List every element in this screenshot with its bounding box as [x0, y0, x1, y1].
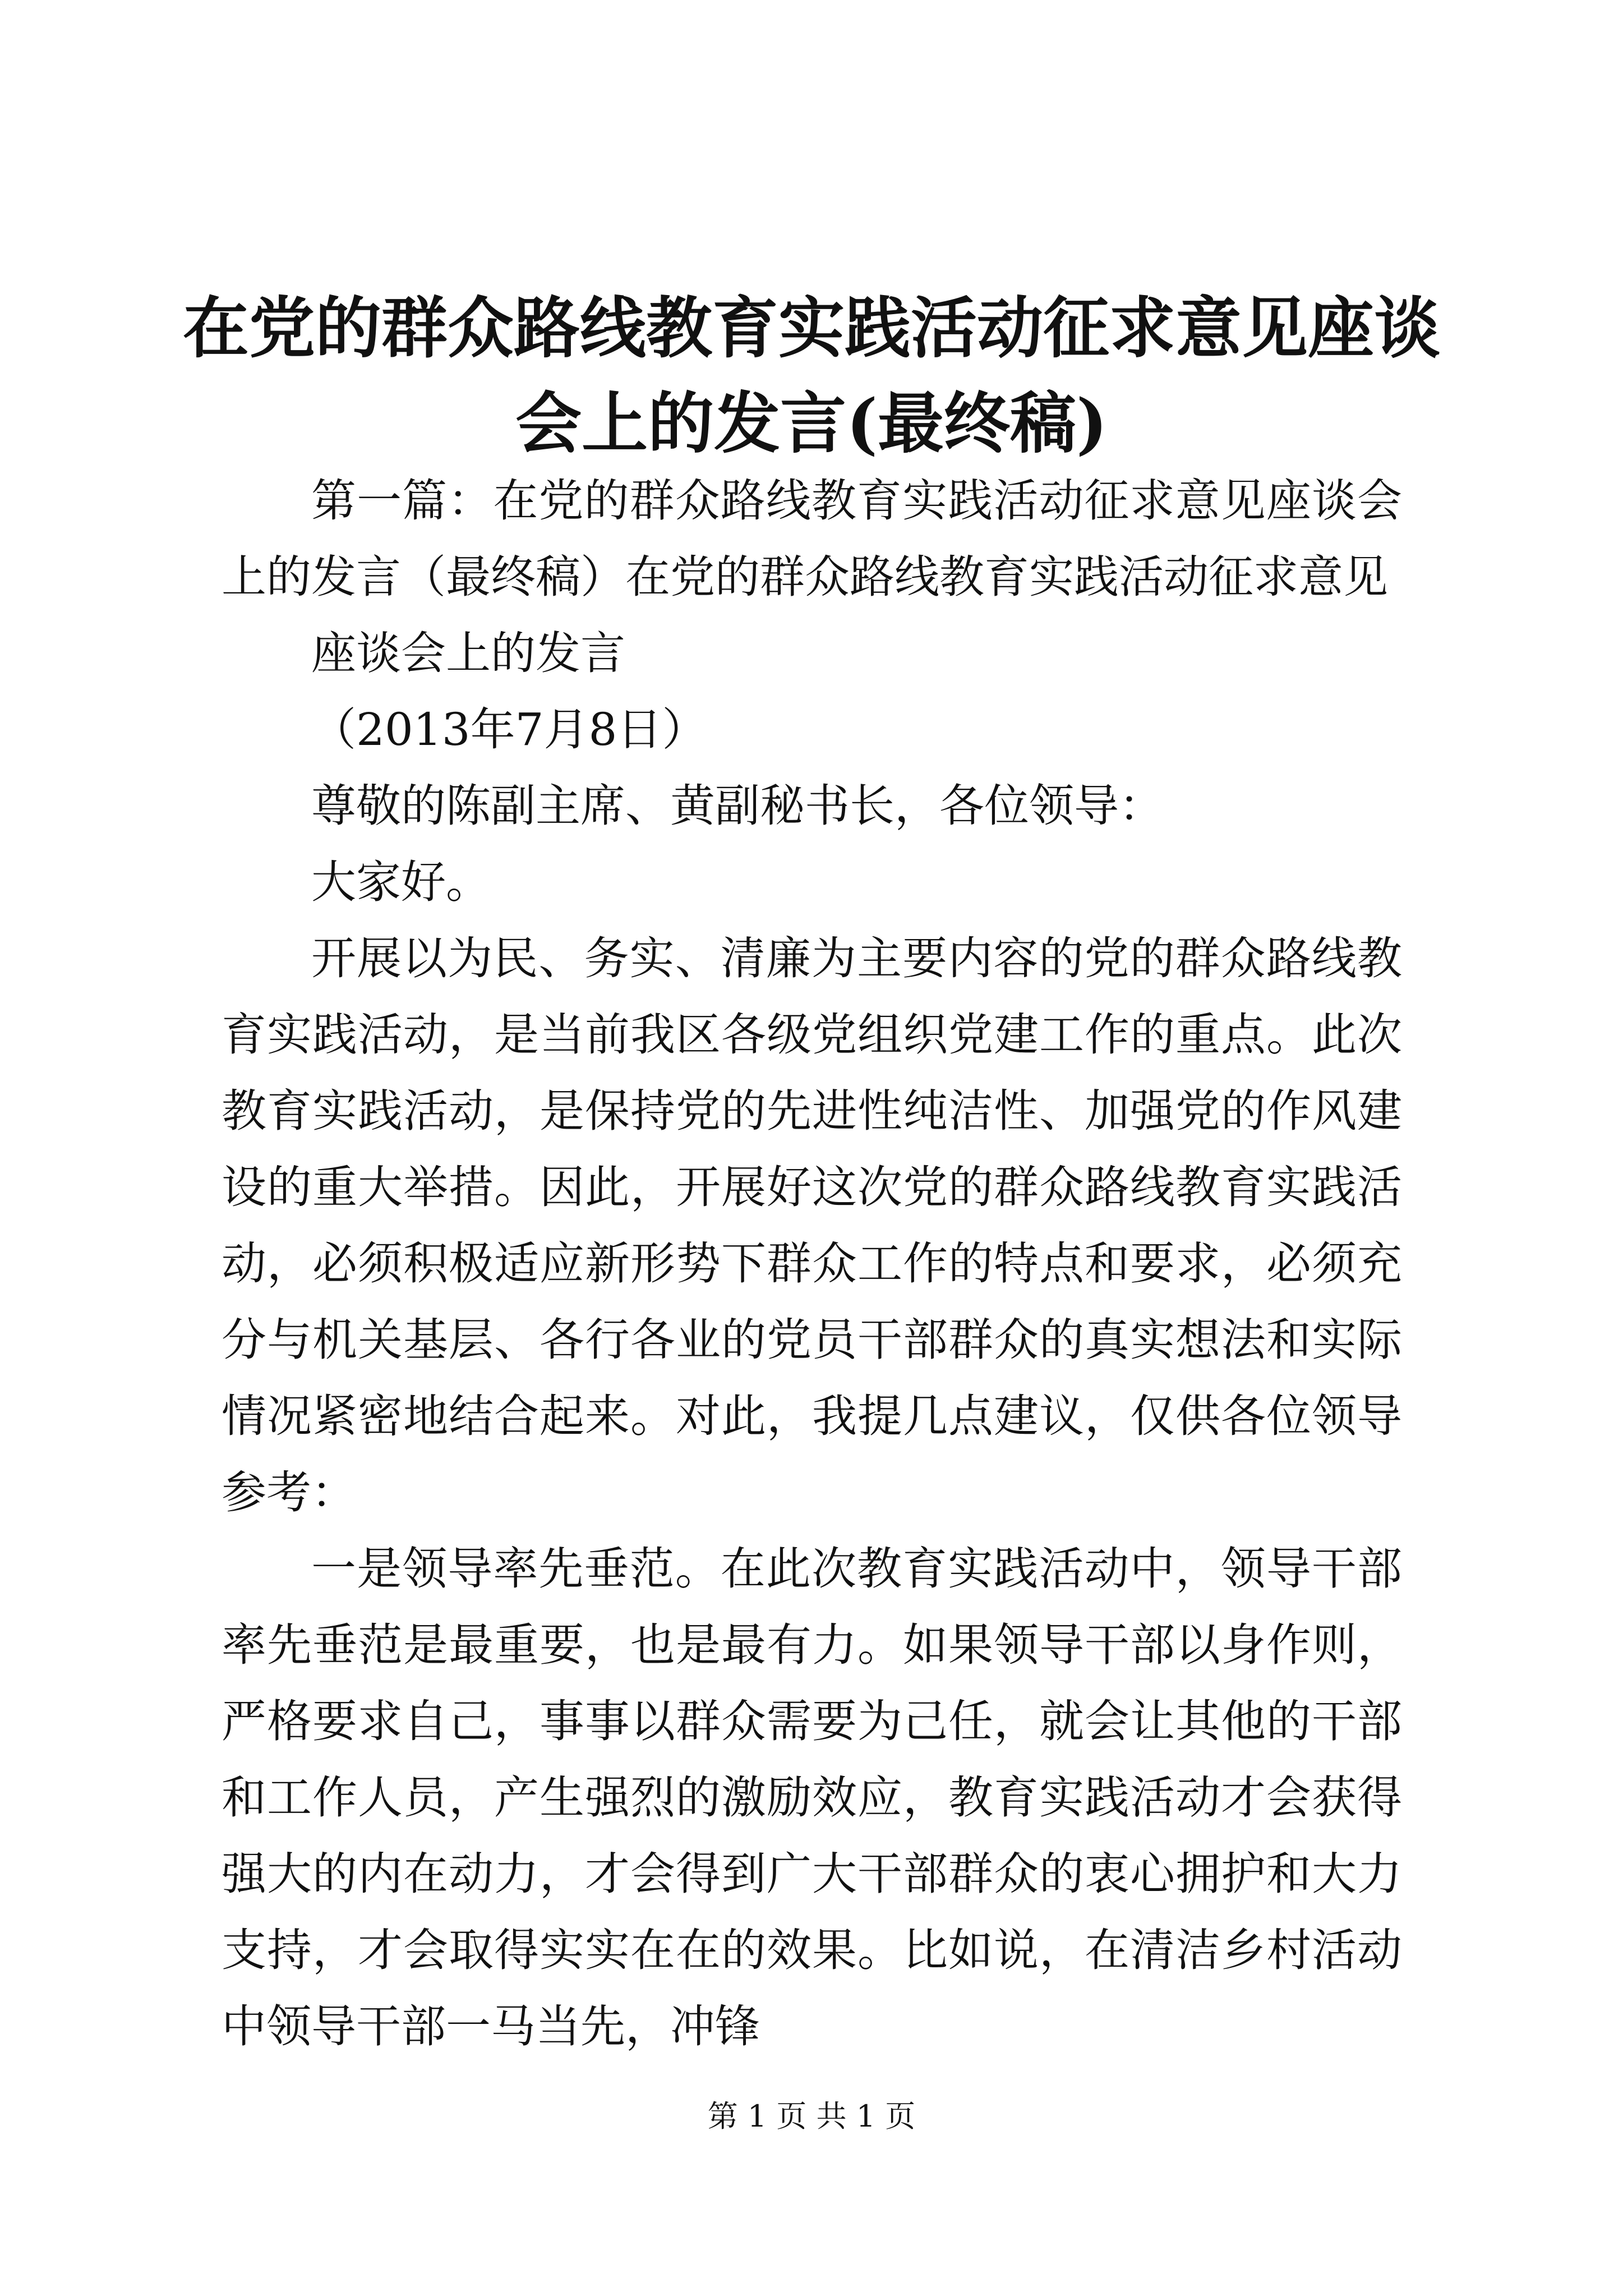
page-footer: 第 1 页 共 1 页 — [707, 2099, 916, 2134]
paragraph-point-one: 一是领导率先垂范。在此次教育实践活动中，领导干部率先垂范是最重要，也是最有力。如果领导干部以身作则，严格要求自己，事事以群众需要为己任，就会让其他的干部和工作人员，产生强烈的激励效应，教育实践活动才会获得强大的内在动力，才会得到广大干部群众的衷心拥护和大力支持，才会取得实实在在的效果。比如说，在清洁乡村活动中领导干部一马当先，冲锋 — [222, 1543, 1402, 2053]
paragraph-1: 第一篇：在党的群众路线教育实践活动征求意见座谈会上的发言（最终稿）在党的群众路线教育实践活动征求意见 — [222, 475, 1402, 603]
paragraph-2: 座谈会上的发言 — [311, 627, 625, 679]
paragraph-greeting: 大家好。 — [311, 856, 491, 908]
paragraph-salutation: 尊敬的陈副主席、黄副秘书长，各位领导： — [311, 780, 1164, 832]
document-title: 在党的群众路线教育实践活动征求意见座谈会上的发言(最终稿) — [182, 289, 1440, 462]
document-body — [222, 463, 1402, 2065]
paragraph-intro: 开展以为民、务实、清廉为主要内容的党的群众路线教育实践活动，是当前我区各级党组织党建工作的重点。此次教育实践活动，是保持党的先进性纯洁性、加强党的作风建设的重大举措。因此，开展好这次党的群众路线教育实践活动，必须积极适应新形势下群众工作的特点和要求，必须充分与机关基层、各行各业的党员干部群众的真实想法和实际情况紧密地结合起来。对此，我提几点建议，仅供各位领导参考： — [222, 932, 1402, 1519]
paragraph-date: （2013年7月8日） — [311, 703, 707, 756]
